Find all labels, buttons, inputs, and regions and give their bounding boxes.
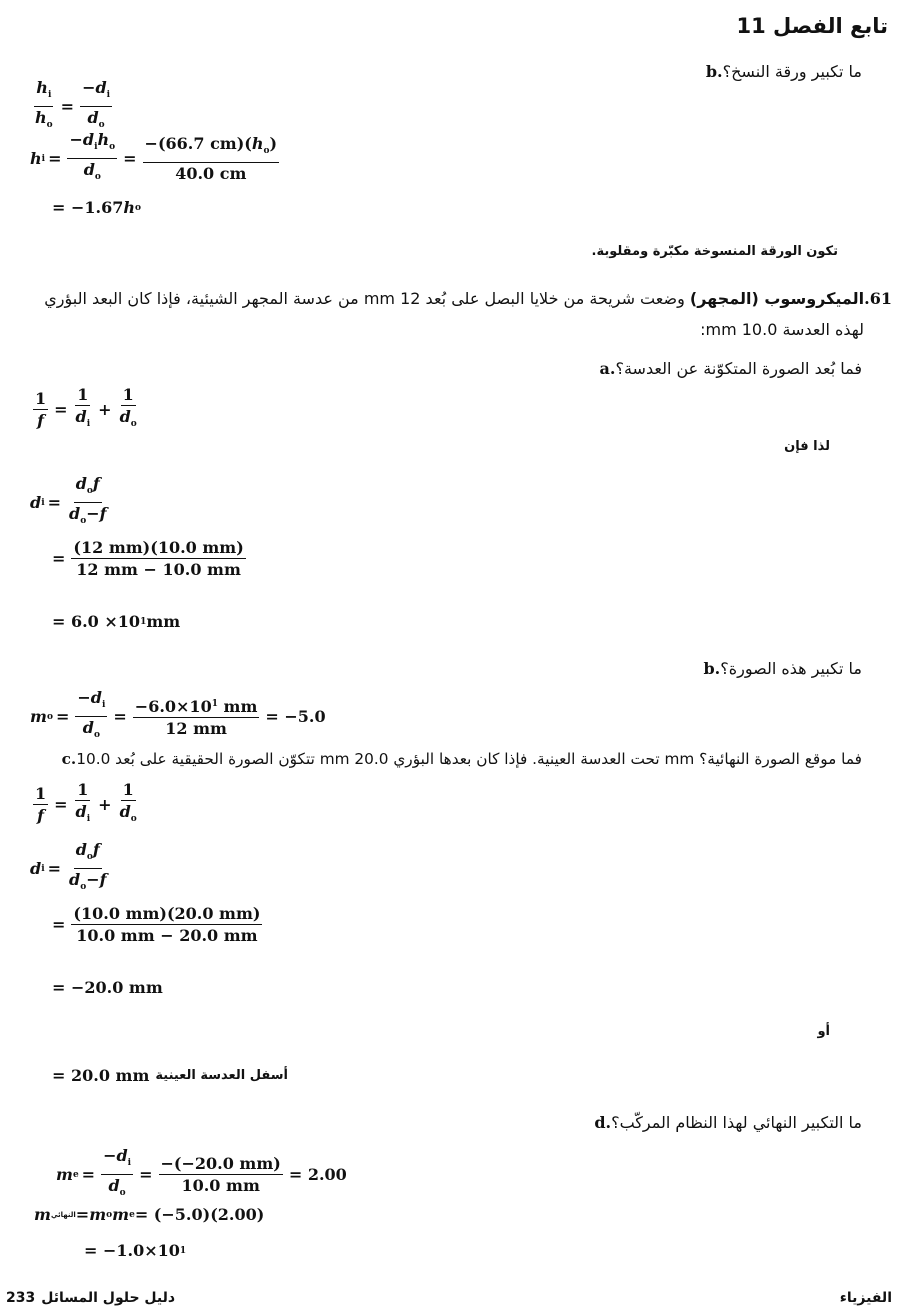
question-d: d.ما التكبير النهائي لهذا النظام المركّب؟ bbox=[594, 1113, 862, 1132]
eq-d-line2: m النهائي = m o m e = (−5.0)(2.00) bbox=[34, 1205, 265, 1224]
eq-a-line1: $\frac{1}{f}$ = $\frac{1}{d_i}$ + $\frac{1}{d_o}$ bbox=[35, 385, 137, 430]
question-b1 bbox=[700, 62, 862, 81]
problem-61-line2: لهذه العدسة 10.0 mm: bbox=[700, 320, 864, 339]
eq-b1-line3: = −1.67 h o bbox=[52, 198, 142, 217]
problem-61-line1: 61.الميكروسوب (المجهر) وضعت شريحة من خلايا البصل على بُعد 12 mm من عدسة المجهر الشيئية، فإذا كان البعد البؤري bbox=[44, 289, 892, 308]
eq-b2: m o = $\frac{-d_i}{d_o}$ = $\frac{-6.0\times 10^1 mm}{12 mm}$ = −5.0 bbox=[30, 688, 326, 740]
eq-b1-line1: $\frac{h_i}{h_o}$ = $\frac{-d_i}{d_o}$ bbox=[35, 78, 111, 130]
eq-a-line4: = 6.0 ×10 1 mm bbox=[52, 612, 181, 631]
question-b2: b.ما تكبير هذه الصورة؟ bbox=[703, 659, 862, 678]
eq-d-line1: m e = $\frac{-d_i}{d_o}$ = $\frac{-(-20.0 mm)}{10.0 mm}$ = 2.00 bbox=[56, 1146, 347, 1198]
question-b1-label: b. bbox=[705, 62, 723, 81]
footer-left bbox=[6, 1290, 175, 1306]
eq-b1-line2: h i = $\frac{-d_ih_o}{d_o}$ = $\frac{-(66.7 cm)(h_o)}{40.0 cm}$ bbox=[30, 130, 278, 183]
eq-a-line2: d i = $\frac{d_of}{d_o-f}$ bbox=[30, 474, 107, 526]
footer-book-title: دليل حلول المسائل bbox=[41, 1290, 176, 1306]
therefore-note: لذا فإن bbox=[784, 439, 830, 454]
note-b1: تكون الورقة المنسوخة مكبّرة ومقلوبة. bbox=[591, 244, 838, 259]
eq-c-line1: $\frac{1}{f}$ = $\frac{1}{d_i}$ + $\frac{1}{d_o}$ bbox=[35, 780, 137, 825]
eq-c-line4: = −20.0 mm bbox=[52, 978, 163, 997]
question-a: a.فما بُعد الصورة المتكوّنة عن العدسة؟ bbox=[599, 359, 862, 378]
eq-c-line3: = $\frac{(10.0 mm)(20.0 mm)}{10.0 mm - 20.0 mm}$ bbox=[52, 904, 261, 945]
eq-d-line3: = −1.0×10 1 bbox=[84, 1241, 187, 1260]
eq-c-line2: d i = $\frac{d_of}{d_o-f}$ bbox=[30, 840, 107, 892]
footer-subject: الفيزياء bbox=[839, 1290, 892, 1306]
problem-61-title: الميكروسوب (المجهر) bbox=[689, 289, 865, 308]
eq-c-line5: = 20.0 mm أسفل العدسة العينية bbox=[52, 1066, 288, 1085]
eq-a-line3: = $\frac{(12 mm)(10.0 mm)}{12 mm - 10.0 mm}$ bbox=[52, 538, 244, 579]
question-b1-text: ما تكبير ورقة النسخ؟ bbox=[722, 62, 862, 81]
chapter-heading: تابع الفصل 11 bbox=[736, 14, 888, 38]
question-c: c.تتكوّن الصورة الحقيقية على بُعد 10.0 mm تحت العدسة العينية. فإذا كان بعدها البؤري 20.0 mm فما موقع الصورة النهائية؟ bbox=[61, 750, 862, 768]
page-number: 233 bbox=[6, 1290, 36, 1306]
or-note: أو bbox=[817, 1024, 830, 1039]
